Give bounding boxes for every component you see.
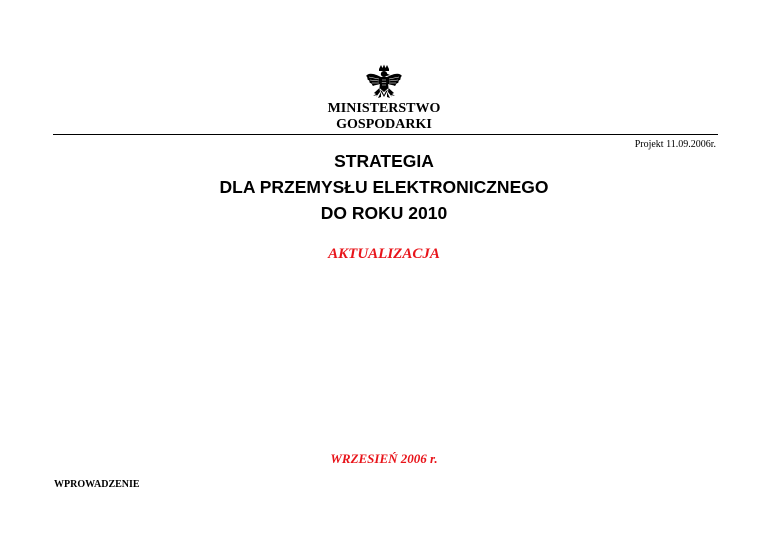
section-heading: WPROWADZENIE — [54, 479, 140, 490]
ministry-name-line1: MINISTERSTWO — [327, 101, 441, 116]
ministry-name-line2: GOSPODARKI — [336, 117, 432, 132]
project-date: Projekt 11.09.2006r. — [634, 139, 716, 150]
header-rule — [53, 134, 718, 135]
document-title-line3: DO ROKU 2010 — [320, 203, 448, 223]
publication-date: WRZESIEŃ 2006 r. — [330, 451, 438, 466]
polish-eagle-emblem-icon — [365, 64, 403, 104]
document-subtitle: AKTUALIZACJA — [328, 246, 440, 262]
document-title-line2: DLA PRZEMYSŁU ELEKTRONICZNEGO — [219, 177, 549, 197]
document-title-line1: STRATEGIA — [334, 151, 434, 171]
